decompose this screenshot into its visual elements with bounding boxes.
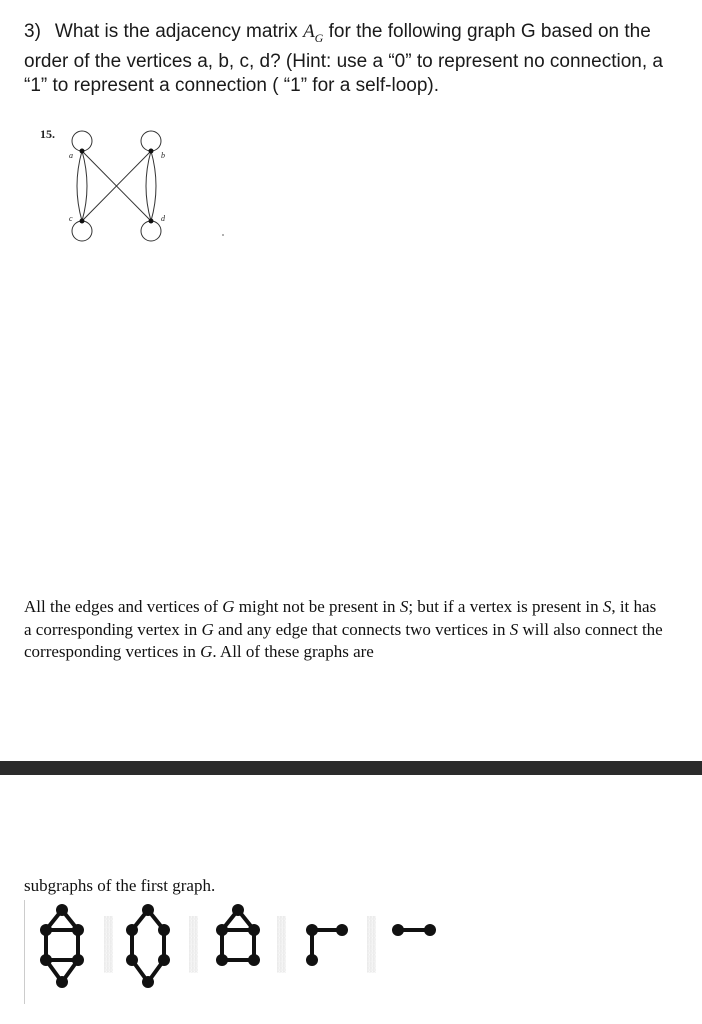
svg-text:▒▒▒▒▒▒▒▒▒▒: ▒▒▒▒▒▒▒▒▒▒: [367, 916, 376, 973]
vertex-label-d: d: [161, 214, 165, 223]
vertex-c: [80, 219, 85, 224]
subgraph-strip: [24, 896, 444, 1006]
self-loop-c: [72, 221, 92, 241]
subgraphs-caption: subgraphs of the first graph.: [24, 876, 216, 895]
divider-bar: [0, 761, 702, 775]
vertex-label-b: b: [161, 151, 165, 160]
edge-b-d-2: [151, 151, 156, 221]
svg-text:▒▒▒▒▒▒▒▒▒▒: ▒▒▒▒▒▒▒▒▒▒: [277, 916, 286, 973]
question-number: 3): [24, 21, 41, 42]
question-text: [24, 20, 674, 98]
self-loop-a: [72, 131, 92, 151]
self-loop-d: [141, 221, 161, 241]
math-adjacency-matrix-symbol: $A_G$: [303, 21, 324, 45]
figure-label: 15.: [40, 127, 55, 141]
edge-a-c-1: [77, 151, 82, 221]
subgraph-1: [46, 910, 78, 982]
stray-dot: [222, 234, 224, 236]
self-loop-b: [141, 131, 161, 151]
question-text-part1: What is the adjacency matrix: [54, 21, 304, 42]
question-text-part2: for the following graph G based on the order of the vertices a, b, c, d? (Hint: use a “0” to represent no connection, a “1” to represent a connection ( “1” for a self-loop).: [24, 21, 663, 96]
edge-b-d-1: [146, 151, 151, 221]
edge-a-c-2: [82, 151, 87, 221]
vertex-b: [149, 149, 154, 154]
subgraph-3: [222, 910, 254, 960]
vertex-d: [149, 219, 154, 224]
watermark-columns: [104, 916, 376, 973]
vertex-a: [80, 149, 85, 154]
vertex-label-c: c: [69, 214, 73, 223]
svg-text:▒▒▒▒▒▒▒▒▒▒: ▒▒▒▒▒▒▒▒▒▒: [189, 916, 198, 973]
vertex-label-a: a: [69, 151, 73, 160]
svg-text:▒▒▒▒▒▒▒▒▒▒: ▒▒▒▒▒▒▒▒▒▒: [104, 916, 113, 973]
textbook-paragraph: All the edges and vertices of G might not be present in S; but if a vertex is present in S, it has a corresponding vertex in G and any edge that connects two vertices in S will also connect the corresponding vertices in G. All of these graphs are: [24, 597, 663, 661]
subgraph-2: [132, 910, 164, 982]
subgraph-4: [312, 930, 342, 960]
graph-figure: [36, 120, 186, 250]
